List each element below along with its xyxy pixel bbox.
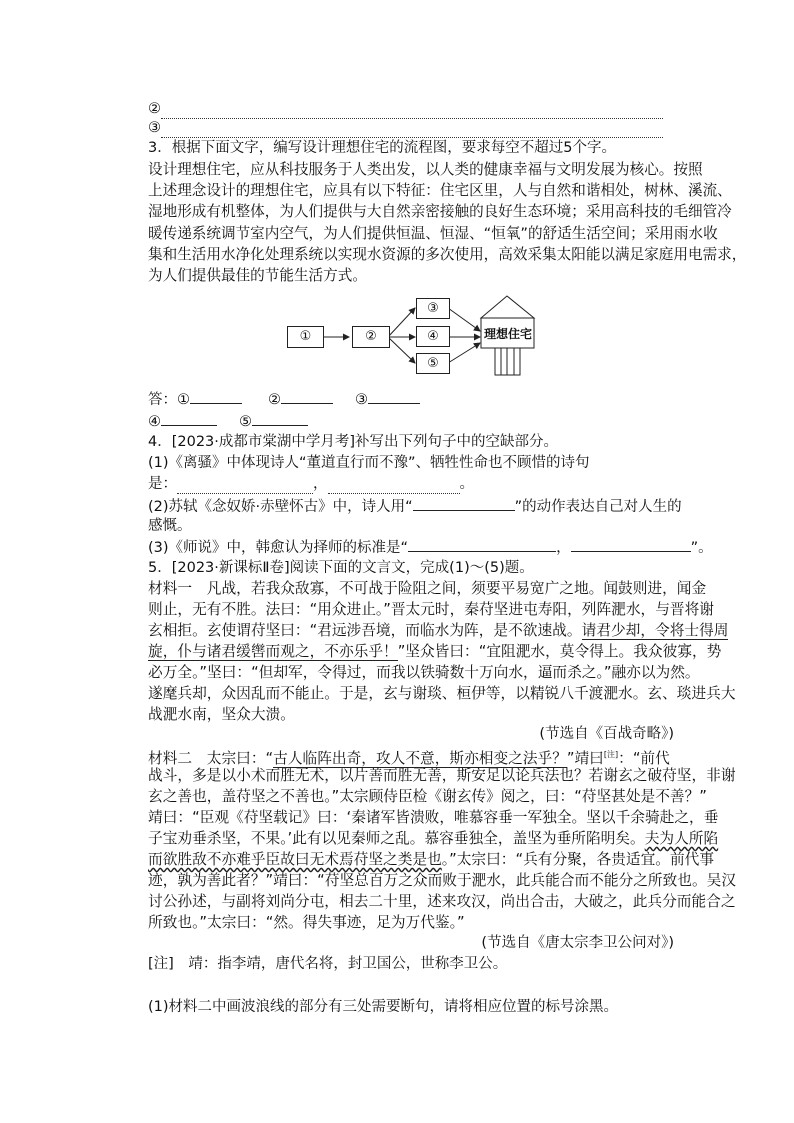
answer-label-5: ⑤	[239, 414, 252, 430]
q3-paragraph-line: 集和生活用水净化处理系统以实现水资源的多次使用，高效采集太阳能以满足家庭用电需求，	[148, 246, 747, 263]
flow-box-2[interactable]: ②	[352, 326, 390, 348]
footnote-mark: [注]	[603, 750, 619, 759]
answer-blank-line-2	[148, 99, 663, 119]
answer-blank-3[interactable]	[368, 389, 420, 404]
underlined-sentence: 请君少却，令将士得周	[581, 622, 729, 639]
footnote: [注] 靖：指李靖，唐代名将，封卫国公，世称李卫公。	[148, 956, 508, 972]
material-2-line: 玄之善也，盖苻坚之不善也。”太宗顾侍臣检《谢玄传》阅之，曰：“苻坚甚处是不善？”	[148, 788, 707, 805]
material-2-line: 讨公孙述，与副将刘尚分屯，相去二十里，述来攻汉，尚出合击，大破之，此兵分而能合之	[148, 893, 736, 910]
text: 。”太宗曰：“兵有分聚，各贵适宜。前代事	[441, 851, 715, 868]
sub-question-1: (1)材料二中画波浪线的部分有三处需要断句，请将相应位置的标号涂黑。	[148, 999, 619, 1015]
flow-box-3[interactable]: ③	[416, 298, 450, 319]
material-2-line: 所致也。”太宗曰：“然。得失事迹，足为万代鉴。”	[148, 914, 465, 931]
answer-blank-5[interactable]	[252, 411, 308, 426]
flowchart	[285, 295, 540, 380]
question-5-title: 5．[2023·新课标Ⅱ卷]阅读下面的文言文，完成(1)～(5)题。	[148, 560, 534, 576]
text: ：“前代	[618, 749, 670, 767]
material-1-line: 必万全。”坚曰：“但却军，令得过，而我以铁骑数十万向水，逼而杀之。”融亦以为然。	[148, 664, 700, 681]
material-1-line: 则止，无有不胜。法曰：“用众进止。”晋太元时，秦苻坚进屯寿阳，列阵淝水，与晋将谢	[148, 601, 714, 618]
answer-blank[interactable]	[408, 537, 556, 552]
q3-paragraph-line: 设计理想住宅，应从科技服务于人类出发，以人类的健康幸福与文明发展为核心。按照	[148, 161, 703, 178]
q4-text: (2)苏轼《念奴娇·赤壁怀古》中，诗人用“	[148, 499, 413, 515]
material-2-line	[148, 829, 718, 849]
q4-text: ”的动作表达自己对人生的	[514, 499, 682, 515]
q3-paragraph-line: 上述理念设计的理想住宅，应具有以下特征：住宅区里，人与自然和谐相处，树林、溪流、	[148, 182, 732, 199]
answer-blank-4[interactable]	[161, 411, 217, 426]
material-2-line	[148, 850, 714, 870]
q3-paragraph-line: 湿地形成有机整体，为人们提供与大自然亲密接触的良好生态环境；采用高科技的毛细管冷	[148, 203, 732, 220]
q3-paragraph-line: 为人们提供最佳的节能生活方式。	[148, 267, 367, 284]
material-2-source: (节选自《唐太宗李卫公问对》)	[481, 935, 674, 951]
question-3-title: 3．根据下面文字，编写设计理想住宅的流程图，要求每空不超过5个字。	[148, 140, 616, 156]
material-2-line: 迹，孰为善此者？”靖曰：“苻坚总百万之众而败于淝水，此兵能合而不能分之所致也。吴汉	[148, 872, 737, 889]
answer-label-2: ②	[268, 392, 281, 408]
text: ”靖曰	[566, 749, 604, 767]
answer-blank[interactable]	[328, 479, 460, 494]
material-1-line	[148, 642, 721, 662]
flow-box-4[interactable]: ④	[416, 326, 450, 347]
answer-label: 答：①	[148, 392, 190, 408]
answer-blank-2[interactable]	[281, 389, 333, 404]
text: 材料二 太宗曰：“	[148, 749, 274, 767]
text: 玄相拒。玄使谓苻坚曰：“君远涉吾境，而临水为阵，是不欲速战。	[148, 622, 582, 639]
q4-label: 是：	[148, 476, 177, 492]
material-1-line	[148, 621, 728, 641]
wavy-underlined-text: 而欲胜敌不亦难乎臣故曰无术焉苻坚之类是也	[148, 851, 442, 868]
q3-paragraph-line: 暖传递系统调节室内空气，为人们提供恒温、恒湿、“恒氧”的舒适生活空间；采用雨水收	[148, 225, 718, 242]
underlined-sentence: 古人临阵出奇，攻人不意，斯亦相变之法乎？	[273, 749, 567, 767]
q4-item-1: (1)《离骚》中体现诗人“董道直行而不豫”、牺牲性命也不顾惜的诗句	[148, 455, 590, 471]
answer-label-4: ④	[148, 414, 161, 430]
material-1-line: 材料一 凡战，若我众敌寡，不可战于险阻之间，须要平易宽广之地。闻鼓则进，闻金	[148, 580, 707, 597]
material-2-line: 战斗，多是以小术而胜无术，以片善而胜无善，斯安足以论兵法也？若谢玄之破苻坚，非谢	[148, 767, 736, 784]
flow-box-1[interactable]: ①	[287, 326, 324, 348]
house-label: 理想住宅	[484, 327, 533, 341]
material-1-line: 遂麾兵却，众因乱而不能止。于是，玄与谢琰、桓伊等，以精锐八千渡淝水。玄、琰进兵大	[148, 685, 736, 702]
answer-blank[interactable]	[161, 104, 663, 119]
answer-blank-1[interactable]	[190, 389, 242, 404]
q4-text: (3)《师说》中，韩愈认为择师的标准是“	[148, 540, 409, 556]
text: 子宝劝垂杀坚，不果。’此有以见秦师之乱。慕容垂独全，盖坚为垂所陷明矣。	[148, 830, 645, 847]
q4-item-3: (3)《师说》中，韩愈认为择师的标准是“ ， ”。	[148, 537, 713, 558]
answer-blank[interactable]	[413, 496, 515, 511]
answer-row-1	[148, 389, 420, 410]
answer-blank[interactable]	[571, 537, 691, 552]
text: ”坚众皆曰：“宜阻淝水，莫令得上。我众彼寡，势	[397, 643, 722, 660]
blank-label: ②	[148, 101, 161, 117]
wavy-underlined-text: 夫为人所陷	[644, 830, 719, 847]
underlined-sentence: 旋，仆与诸君缓辔而观之，不亦乐乎！	[148, 643, 398, 660]
q4-item-1-blanks: 是： ， 。	[148, 476, 474, 492]
q4-item-2-cont: 感慨。	[148, 518, 192, 534]
blank-label: ③	[148, 120, 161, 136]
q4-item-2	[148, 496, 682, 517]
flow-box-5[interactable]: ⑤	[416, 353, 450, 374]
answer-row-2	[148, 411, 308, 432]
answer-blank-line-3	[148, 118, 663, 138]
answer-blank[interactable]	[161, 123, 663, 138]
answer-label-3: ③	[355, 392, 368, 408]
question-4-title: 4．[2023·成都市棠湖中学月考]补写出下列句子中的空缺部分。	[148, 434, 559, 450]
material-2-line: 靖曰：“臣观《苻坚载记》曰：‘秦诸军皆溃败，唯慕容垂一军独全。坚以千余骑赴之，垂	[148, 809, 719, 826]
q4-text: ”。	[690, 540, 713, 556]
material-1-line: 战淝水南，坚众大溃。	[148, 706, 295, 723]
answer-blank[interactable]	[177, 479, 313, 494]
material-1-source: (节选自《百战奇略》)	[539, 726, 674, 742]
